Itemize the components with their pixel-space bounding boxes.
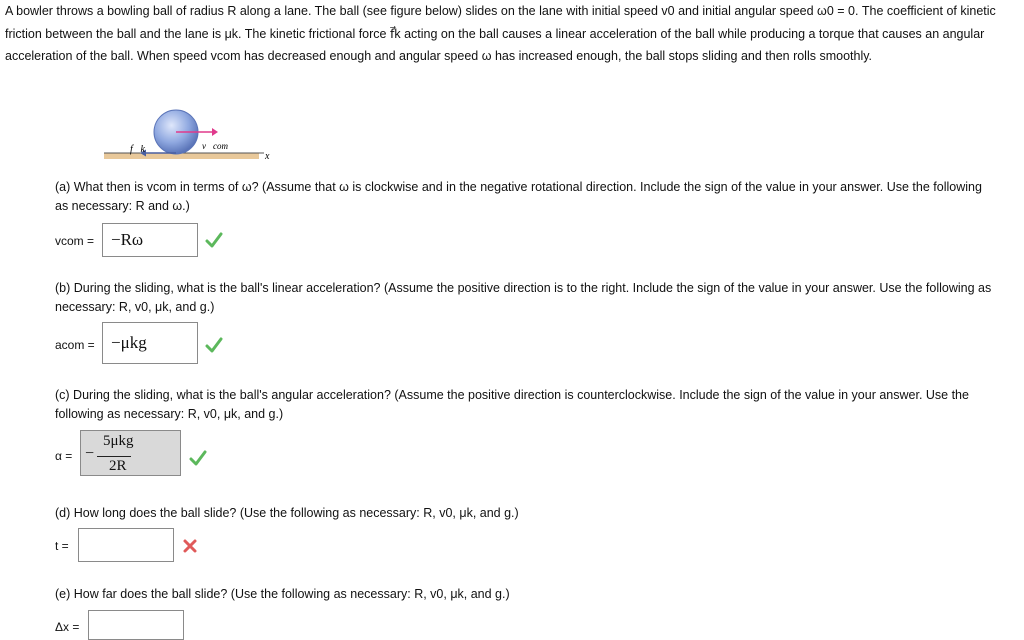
correct-checkmark-icon xyxy=(205,336,223,354)
question-c-prompt: (c) During the sliding, what is the ball's angular acceleration? (Assume the positive direction is counterclockwise. Include the sign of the value in your answer. Use the following as necessary: R, v0, μk, and g.) xyxy=(55,388,969,421)
x-axis-label: x xyxy=(265,151,270,162)
question-e-prompt: (e) How far does the ball slide? (Use the following as necessary: R, v0, μk, and g.) xyxy=(55,587,510,601)
question-a-lhs: vcom = xyxy=(55,234,95,248)
question-d-prompt: (d) How long does the ball slide? (Use the following as necessary: R, v0, μk, and g.) xyxy=(55,506,519,520)
answer-b-field[interactable]: −μkg xyxy=(102,322,198,364)
answer-e-field[interactable] xyxy=(88,610,184,640)
answer-c-sign: − xyxy=(85,445,95,462)
correct-checkmark-icon xyxy=(205,231,223,249)
velocity-label: v⃗com xyxy=(202,141,228,151)
question-a-prompt: (a) What then is vcom in terms of ω? (Assume that ω is clockwise and in the negative rotational direction. Include the sign of the value in your answer. Use the following as necessary: R and ω.) xyxy=(55,180,982,213)
problem-intro: A bowler throws a bowling ball of radius R along a lane. The ball (see figure below) slides on the lane with initial speed v0 and initial angular speed ω0 = 0. The coefficient of kinetic friction between the ball and the lane is μk. The kinetic frictional force f⃗k acting on the ball causes a linear acceleration of the ball while producing a torque that causes an angular acceleration of the ball. When speed vcom has decreased enough and angular speed ω has increased enough, the ball stops sliding and then rolls smoothly. xyxy=(5,4,996,63)
answer-d-field[interactable] xyxy=(78,528,174,562)
answer-c-denominator: 2R xyxy=(109,458,127,474)
incorrect-x-icon xyxy=(181,537,199,555)
friction-label: f⃗k xyxy=(130,144,145,155)
question-b-prompt: (b) During the sliding, what is the ball's linear acceleration? (Assume the positive direction is to the right. Include the sign of the value in your answer. Use the following as necessary: R, v0, μk, and g.) xyxy=(55,281,992,314)
question-d-lhs: t = xyxy=(55,539,69,553)
answer-c-numerator: 5μkg xyxy=(103,433,134,449)
bowling-ball-figure xyxy=(104,106,274,166)
question-b-lhs: acom = xyxy=(55,338,95,352)
question-c-lhs: α = xyxy=(55,449,73,463)
fraction-bar xyxy=(97,456,131,457)
question-e-lhs: Δx = xyxy=(55,620,80,634)
correct-checkmark-icon xyxy=(189,449,207,467)
answer-a-field[interactable]: −Rω xyxy=(102,223,198,257)
velocity-arrow xyxy=(212,128,218,136)
lane-surface xyxy=(104,153,259,159)
answer-c-field[interactable] xyxy=(80,430,181,476)
